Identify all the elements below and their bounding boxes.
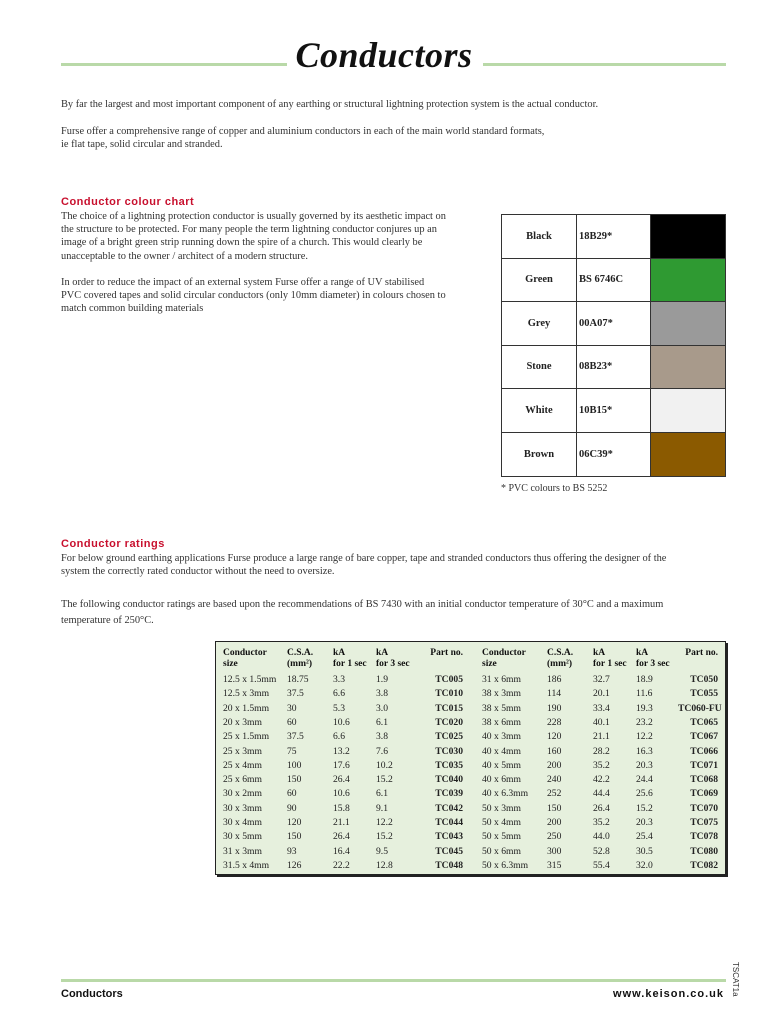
cell-csa: 60: [287, 788, 297, 800]
cell-conductor-size: 31 x 3mm: [223, 845, 262, 857]
cell-ka-1sec: 35.2: [593, 817, 610, 828]
conductor-ratings-table: [215, 641, 726, 875]
footer-title: Conductors: [61, 988, 123, 1000]
text-line: The choice of a lightning protection conductor is usually governed by its aesthetic impact on: [61, 211, 446, 222]
cell-csa: 240: [547, 774, 562, 786]
header-conductor-size: Conductor size: [223, 648, 267, 669]
cell-csa: 37.5: [287, 731, 304, 743]
cell-csa: 60: [287, 716, 297, 728]
cell-ka-3sec: 25.4: [636, 831, 653, 843]
footer-rule: [61, 979, 726, 982]
colour-code: 18B29*: [576, 215, 651, 258]
colour-swatch: [651, 389, 725, 432]
cell-csa: 30: [287, 702, 297, 714]
cell-csa: 18.75: [287, 674, 309, 685]
cell-part-no: TC067: [690, 731, 718, 743]
cell-ka-1sec: 26.4: [333, 774, 350, 786]
cell-ka-3sec: 3.0: [376, 702, 388, 714]
cell-ka-3sec: 9.1: [376, 802, 388, 814]
header-ka-3sec: kA for 3 sec: [376, 648, 410, 669]
cell-csa: 200: [547, 759, 562, 771]
text-line: The following conductor ratings are based upon the recommendations of BS 7430 with an initial conductor temperature of 30°C and a maximum: [61, 599, 664, 610]
cell-ka-3sec: 12.2: [376, 817, 393, 828]
cell-ka-3sec: 16.3: [636, 745, 653, 757]
cell-ka-3sec: 15.2: [376, 831, 393, 843]
cell-conductor-size: 20 x 3mm: [223, 716, 262, 728]
intro-paragraph-2-line-1: Furse offer a comprehensive range of copper and aluminium conductors in each of the main world standard formats,: [61, 126, 545, 137]
cell-csa: 200: [547, 817, 562, 828]
cell-csa: 120: [287, 817, 302, 828]
cell-conductor-size: 25 x 6mm: [223, 774, 262, 786]
cell-ka-3sec: 3.8: [376, 688, 388, 700]
cell-ka-1sec: 52.8: [593, 845, 610, 857]
cell-ka-3sec: 18.9: [636, 674, 653, 685]
cell-ka-1sec: 21.1: [333, 817, 350, 828]
colour-swatch: [651, 302, 725, 345]
colour-name: Black: [502, 215, 577, 258]
colour-name: Stone: [502, 346, 577, 389]
cell-ka-1sec: 6.6: [333, 688, 345, 700]
cell-ka-1sec: 44.0: [593, 831, 610, 843]
colour-name: Brown: [502, 433, 577, 477]
cell-part-no: TC071: [690, 759, 718, 771]
cell-csa: 90: [287, 802, 297, 814]
colour-chart-heading: Conductor colour chart: [61, 196, 195, 208]
cell-csa: 75: [287, 745, 297, 757]
cell-part-no: TC043: [435, 831, 463, 843]
cell-ka-3sec: 6.1: [376, 788, 388, 800]
cell-ka-1sec: 26.4: [333, 831, 350, 843]
header-ka-1sec: kA for 1 sec: [593, 648, 627, 669]
header-part-no: Part no.: [430, 648, 463, 658]
cell-ka-1sec: 28.2: [593, 745, 610, 757]
cell-part-no: TC010: [435, 688, 463, 700]
cell-ka-3sec: 20.3: [636, 817, 653, 828]
cell-ka-3sec: 32.0: [636, 859, 653, 871]
cell-ka-3sec: 25.6: [636, 788, 653, 800]
cell-part-no: TC015: [435, 702, 463, 714]
colour-name: Grey: [502, 302, 577, 345]
cell-ka-1sec: 33.4: [593, 702, 610, 714]
cell-part-no: TC044: [435, 817, 463, 828]
cell-ka-3sec: 15.2: [636, 802, 653, 814]
colour-row: [502, 433, 725, 477]
cell-part-no: TC039: [435, 788, 463, 800]
ratings-paragraph-2: [61, 597, 663, 629]
header-part-no: Part no.: [685, 648, 718, 658]
cell-part-no: TC020: [435, 716, 463, 728]
header-csa: C.S.A. (mm²): [287, 648, 314, 669]
cell-part-no: TC080: [690, 845, 718, 857]
cell-conductor-size: 25 x 1.5mm: [223, 731, 270, 743]
colour-code: 06C39*: [576, 433, 651, 477]
cell-conductor-size: 40 x 3mm: [482, 731, 521, 743]
cell-conductor-size: 40 x 5mm: [482, 759, 521, 771]
ratings-paragraph-1: [61, 552, 666, 578]
cell-ka-3sec: 1.9: [376, 674, 388, 685]
cell-ka-1sec: 44.4: [593, 788, 610, 800]
colour-chart-paragraph-2: [61, 276, 446, 316]
cell-ka-3sec: 12.8: [376, 859, 393, 871]
cell-part-no: TC082: [690, 859, 718, 871]
cell-part-no: TC045: [435, 845, 463, 857]
cell-ka-3sec: 11.6: [636, 688, 653, 700]
cell-ka-1sec: 10.6: [333, 788, 350, 800]
cell-conductor-size: 30 x 2mm: [223, 788, 262, 800]
cell-csa: 160: [547, 745, 562, 757]
cell-ka-1sec: 10.6: [333, 716, 350, 728]
cell-ka-1sec: 15.8: [333, 802, 350, 814]
cell-ka-1sec: 20.1: [593, 688, 610, 700]
header-ka-3sec: kA for 3 sec: [636, 648, 670, 669]
cell-conductor-size: 30 x 4mm: [223, 817, 262, 828]
intro-paragraph-2: [61, 125, 544, 151]
colour-swatch: [651, 346, 725, 389]
cell-ka-1sec: 42.2: [593, 774, 610, 786]
cell-ka-1sec: 6.6: [333, 731, 345, 743]
cell-part-no: TC069: [690, 788, 718, 800]
colour-chart-paragraph-1: [61, 210, 446, 263]
colour-code: 08B23*: [576, 346, 651, 389]
intro-paragraph-2-line-2: ie flat tape, solid circular and stranded.: [61, 139, 223, 151]
text-line: system the correctly rated conductor without the need to oversize.: [61, 566, 335, 578]
page-title: Conductors: [0, 34, 768, 76]
cell-conductor-size: 38 x 3mm: [482, 688, 521, 700]
cell-part-no: TC070: [690, 802, 718, 814]
cell-conductor-size: 40 x 4mm: [482, 745, 521, 757]
text-line: PVC covered tapes and solid circular conductors (only 10mm diameter) in colours chosen to: [61, 290, 446, 302]
intro-paragraph-1: By far the largest and most important component of any earthing or structural lightning protection system is the actual conductor.: [61, 99, 599, 110]
colour-swatch: [651, 259, 725, 302]
cell-conductor-size: 50 x 3mm: [482, 802, 521, 814]
text-line: the structure to be protected. For many people the term lightning conductor conjures up an: [61, 224, 437, 236]
colour-code: BS 6746C: [576, 259, 651, 302]
cell-csa: 252: [547, 788, 562, 800]
cell-ka-1sec: 40.1: [593, 716, 610, 728]
text-line: match common building materials: [61, 303, 204, 315]
cell-part-no: TC048: [435, 859, 463, 871]
colour-row: [502, 215, 725, 259]
cell-ka-3sec: 15.2: [376, 774, 393, 786]
text-line: temperature of 250°C.: [61, 615, 154, 626]
cell-csa: 150: [547, 802, 562, 814]
cell-conductor-size: 30 x 5mm: [223, 831, 262, 843]
cell-csa: 37.5: [287, 688, 304, 700]
cell-ka-1sec: 5.3: [333, 702, 345, 714]
cell-csa: 93: [287, 845, 297, 857]
cell-ka-1sec: 55.4: [593, 859, 610, 871]
cell-ka-3sec: 6.1: [376, 716, 388, 728]
cell-part-no: TC078: [690, 831, 718, 843]
colour-code: 00A07*: [576, 302, 651, 345]
colour-name: White: [502, 389, 577, 432]
cell-ka-3sec: 12.2: [636, 731, 653, 743]
cell-ka-3sec: 9.5: [376, 845, 388, 857]
text-line: unacceptable to the owner / architect of a modern structure.: [61, 250, 308, 262]
cell-part-no: TC060-FU: [678, 702, 722, 714]
cell-ka-3sec: 19.3: [636, 702, 653, 714]
cell-part-no: TC066: [690, 745, 718, 757]
cell-conductor-size: 31.5 x 4mm: [223, 859, 270, 871]
cell-part-no: TC040: [435, 774, 463, 786]
ratings-heading: Conductor ratings: [61, 538, 165, 550]
cell-conductor-size: 40 x 6.3mm: [482, 788, 529, 800]
text-line: image of a bright green strip running down the spire of a church. This would clearly be: [61, 237, 423, 249]
cell-csa: 250: [547, 831, 562, 843]
cell-part-no: TC030: [435, 745, 463, 757]
cell-csa: 315: [547, 859, 562, 871]
cell-part-no: TC005: [435, 674, 463, 685]
cell-ka-1sec: 16.4: [333, 845, 350, 857]
cell-csa: 190: [547, 702, 562, 714]
cell-conductor-size: 50 x 6mm: [482, 845, 521, 857]
text-line: For below ground earthing applications Furse produce a large range of bare copper, tape and stranded conductors thus offering the designer of the: [61, 553, 667, 564]
cell-ka-1sec: 17.6: [333, 759, 350, 771]
cell-ka-1sec: 32.7: [593, 674, 610, 685]
cell-conductor-size: 40 x 6mm: [482, 774, 521, 786]
cell-conductor-size: 25 x 4mm: [223, 759, 262, 771]
cell-csa: 300: [547, 845, 562, 857]
colour-row: [502, 259, 725, 303]
cell-csa: 100: [287, 759, 302, 771]
cell-ka-1sec: 13.2: [333, 745, 350, 757]
catalogue-code: TSCAT1a: [731, 962, 740, 997]
cell-csa: 120: [547, 731, 562, 743]
cell-conductor-size: 25 x 3mm: [223, 745, 262, 757]
cell-conductor-size: 20 x 1.5mm: [223, 702, 270, 714]
footer-website-link[interactable]: www.keison.co.uk: [613, 988, 724, 1000]
cell-part-no: TC055: [690, 688, 718, 700]
colour-name: Green: [502, 259, 577, 302]
header-conductor-size: Conductor size: [482, 648, 526, 669]
cell-ka-3sec: 10.2: [376, 759, 393, 771]
cell-ka-1sec: 35.2: [593, 759, 610, 771]
cell-csa: 150: [287, 774, 302, 786]
header-ka-1sec: kA for 1 sec: [333, 648, 367, 669]
cell-ka-3sec: 3.8: [376, 731, 388, 743]
cell-csa: 114: [547, 688, 562, 700]
cell-conductor-size: 12.5 x 1.5mm: [223, 674, 277, 685]
colour-row: [502, 302, 725, 346]
colour-swatch: [651, 433, 725, 477]
cell-ka-3sec: 7.6: [376, 745, 388, 757]
cell-part-no: TC035: [435, 759, 463, 771]
cell-ka-3sec: 23.2: [636, 716, 653, 728]
cell-conductor-size: 31 x 6mm: [482, 674, 521, 685]
cell-csa: 228: [547, 716, 562, 728]
cell-ka-1sec: 22.2: [333, 859, 350, 871]
cell-ka-1sec: 21.1: [593, 731, 610, 743]
cell-part-no: TC050: [690, 674, 718, 685]
cell-conductor-size: 38 x 6mm: [482, 716, 521, 728]
header-csa: C.S.A. (mm²): [547, 648, 574, 669]
cell-csa: 126: [287, 859, 302, 871]
colour-chart-footnote: * PVC colours to BS 5252: [501, 483, 608, 494]
cell-ka-1sec: 26.4: [593, 802, 610, 814]
cell-conductor-size: 38 x 5mm: [482, 702, 521, 714]
colour-chart-table: [501, 214, 726, 477]
cell-conductor-size: 50 x 5mm: [482, 831, 521, 843]
cell-ka-3sec: 30.5: [636, 845, 653, 857]
cell-part-no: TC075: [690, 817, 718, 828]
cell-conductor-size: 50 x 4mm: [482, 817, 521, 828]
colour-row: [502, 346, 725, 390]
cell-part-no: TC068: [690, 774, 718, 786]
cell-conductor-size: 50 x 6.3mm: [482, 859, 529, 871]
colour-swatch: [651, 215, 725, 258]
colour-row: [502, 389, 725, 433]
cell-csa: 186: [547, 674, 562, 685]
cell-part-no: TC025: [435, 731, 463, 743]
cell-part-no: TC042: [435, 802, 463, 814]
colour-code: 10B15*: [576, 389, 651, 432]
cell-conductor-size: 12.5 x 3mm: [223, 688, 270, 700]
cell-ka-3sec: 24.4: [636, 774, 653, 786]
cell-ka-3sec: 20.3: [636, 759, 653, 771]
cell-ka-1sec: 3.3: [333, 674, 345, 685]
cell-csa: 150: [287, 831, 302, 843]
text-line: In order to reduce the impact of an external system Furse offer a range of UV stabilised: [61, 277, 425, 288]
cell-conductor-size: 30 x 3mm: [223, 802, 262, 814]
cell-part-no: TC065: [690, 716, 718, 728]
